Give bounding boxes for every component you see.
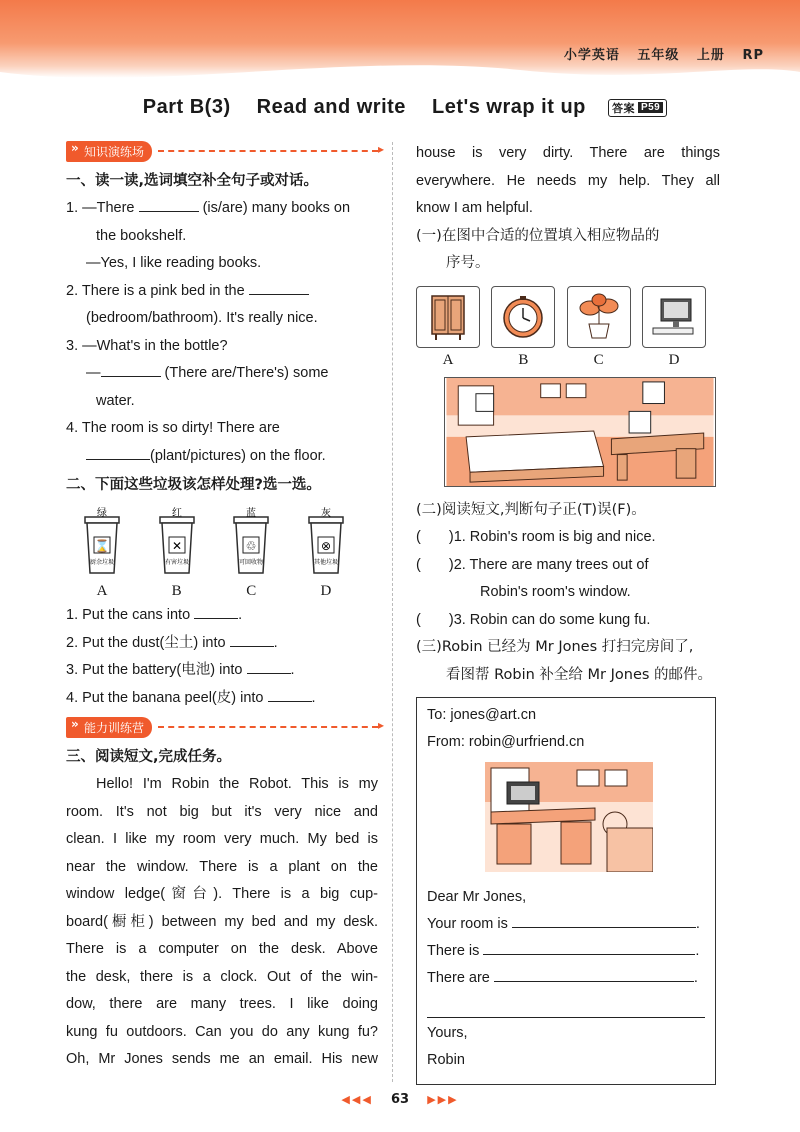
bin-letter: B — [171, 583, 182, 599]
bin-caption: 厨余垃圾 — [89, 559, 115, 566]
item-a-label: A — [442, 351, 454, 368]
footer-left-arrows: ◀◀◀ — [341, 1093, 373, 1106]
item-c-label: C — [593, 351, 604, 368]
q1-item-3-blank[interactable] — [101, 361, 161, 377]
bin-caption: 其他垃圾 — [313, 559, 338, 566]
bin-letter: D — [320, 583, 332, 599]
q1-item-3-line-2 — [66, 360, 378, 388]
q1-item-2-blank[interactable] — [249, 279, 309, 295]
svg-text:✕: ✕ — [171, 539, 182, 553]
email-line-2-text: There is — [427, 943, 480, 959]
right-column — [416, 140, 720, 1085]
task2-item-3 — [416, 607, 720, 635]
q2-item-3: 3. Put the battery(电池) into . — [66, 657, 378, 685]
bin-color-name: 红 — [171, 508, 182, 519]
svg-text:⌛: ⌛ — [94, 539, 110, 553]
task2-item-1-text: 1. Robin's room is big and nice. — [453, 529, 656, 545]
title-read: Read and write — [256, 96, 406, 118]
email-closing: Yours, — [427, 1025, 468, 1041]
q2-item-1-text: 1. Put the cans into — [66, 607, 191, 623]
q2-item-2: 2. Put the dust(尘土) into . — [66, 630, 378, 658]
q1-item-3-line-1: 3. —What's in the bottle? — [66, 337, 228, 354]
passage-line-3: clean. I like my room very much. My bed is — [66, 831, 378, 847]
task2-heading: (二)阅读短文,判断句子正(T)误(F)。 — [416, 501, 646, 518]
items-row — [416, 286, 706, 369]
email-line-1: Your room is . — [427, 911, 705, 938]
bin-caption: 可回收物 — [239, 559, 264, 566]
page-footer — [0, 1092, 800, 1107]
bin-color-name: 蓝 — [246, 508, 257, 519]
header-edition: RP — [742, 48, 764, 63]
bin-d — [298, 507, 354, 600]
q2-item-3-text: 3. Put the battery(电池) into — [66, 662, 243, 678]
section-banner-1-label: » 知识演练场 — [66, 141, 152, 162]
bedroom-illustration — [444, 377, 716, 487]
bin-color-name: 灰 — [320, 508, 331, 519]
passage-line-10: kung fu outdoors. Can you do any kung fu? — [66, 1023, 378, 1040]
section-banner-2 — [66, 716, 378, 738]
q1-item-4-blank[interactable] — [86, 444, 150, 460]
section-banner-1 — [66, 140, 378, 162]
q1-item-1-line-2: the bookshelf. — [96, 227, 187, 244]
q1-item-3-line-3: water. — [96, 392, 135, 409]
email-line-3: There are . — [427, 965, 705, 992]
bin-c — [223, 507, 279, 600]
item-b — [491, 286, 555, 369]
bin-a — [74, 507, 130, 600]
email-from: From: robin@urfriend.cn — [427, 734, 585, 750]
q1-item-1-line-3: —Yes, I like reading books. — [86, 255, 262, 271]
answer-tag — [608, 99, 667, 117]
email-to: To: jones@art.cn — [427, 707, 537, 723]
header-subject: 小学英语 — [563, 48, 620, 63]
item-a — [416, 286, 480, 369]
page-number: 63 — [390, 1092, 410, 1107]
bins-row — [74, 507, 354, 600]
title-part: Part B(3) — [142, 96, 231, 118]
q1-item-4-line-2 — [66, 443, 378, 471]
bin-caption: 有害垃圾 — [164, 559, 189, 566]
q1-item-2-line-1 — [66, 278, 378, 306]
task2-item-1 — [416, 524, 720, 552]
passage-line-11: Oh, Mr Jones sends me an email. His new — [66, 1051, 378, 1067]
q2-item-1-blank[interactable] — [194, 603, 238, 619]
section-banner-2-label: » 能力训练营 — [66, 717, 152, 738]
trash-bin-icon — [77, 507, 127, 577]
task3-line-1: (三)Robin 已经为 Mr Jones 打扫完房间了, — [416, 639, 694, 655]
computer-image — [642, 286, 706, 348]
item-c — [567, 286, 631, 369]
footer-right-arrows: ▶▶▶ — [427, 1093, 459, 1106]
q1-item-4-line-1: 4. The room is so dirty! There are — [66, 420, 280, 436]
email-line-2-blank[interactable] — [483, 939, 695, 955]
q3-heading: 三、阅读短文,完成任务。 — [66, 749, 232, 765]
passage-line-6: board(橱柜) between my bed and my desk. — [66, 913, 378, 930]
passage-line-13: everywhere. He needs my help. They all — [416, 172, 720, 189]
task2-item-2-text: 2. There are many trees out of — [453, 556, 649, 573]
passage-line-12: house is very dirty. There are things — [416, 145, 720, 161]
passage-line-7: There is a computer on the desk. Above — [66, 941, 378, 957]
q1-item-2-line-2: (bedroom/bathroom). It's really nice. — [86, 310, 318, 326]
q2-item-1: 1. Put the cans into . — [66, 602, 378, 630]
q1-item-1-blank[interactable] — [139, 196, 199, 212]
q1-heading: 一、读一读,选词填空补全句子或对话。 — [66, 173, 319, 189]
email-box — [416, 697, 716, 1085]
column-divider — [392, 142, 393, 1082]
q2-item-3-blank[interactable] — [247, 658, 291, 674]
item-d — [642, 286, 706, 369]
passage-line-5: window ledge(窗台). There is a big cup- — [66, 886, 378, 902]
email-greeting: Dear Mr Jones, — [427, 889, 527, 905]
title-wrap: Let's wrap it up — [432, 96, 586, 118]
email-line-3-text: There are — [427, 970, 490, 986]
q1-item-2-text-a: 2. There is a pink bed in the — [66, 282, 245, 299]
q1-item-1-text-b: (is/are) many books on — [202, 200, 351, 216]
passage-line-9: dow, there are many trees. I like doing — [66, 996, 378, 1012]
q1-item-4-text: (plant/pictures) on the floor. — [150, 447, 326, 464]
q2-heading: 二、下面这些垃圾该怎样处理?选一选。 — [66, 477, 321, 493]
cupboard-image — [416, 286, 480, 348]
task1-line-2: 序号。 — [446, 255, 490, 271]
task2-item-2-paren-open[interactable]: ( — [416, 556, 421, 573]
section-banner-1-line — [158, 150, 378, 152]
task2-item-2-paren-close: ) — [448, 556, 454, 573]
email-line-1-blank[interactable] — [512, 912, 696, 928]
svg-text:♲: ♲ — [245, 539, 257, 553]
task2-item-1-paren-close: ) — [448, 529, 454, 545]
task2-item-2-cont: Robin's room's window. — [480, 584, 631, 600]
email-line-1-text: Your room is — [427, 916, 508, 932]
task2-item-3-text: 3. Robin can do some kung fu. — [453, 611, 651, 628]
answer-page: P59 — [638, 102, 663, 113]
passage-line-14: know I am helpful. — [416, 200, 533, 216]
section-banner-2-line — [158, 726, 378, 728]
passage-line-8: the desk, there is a clock. Out of the win- — [66, 968, 378, 985]
email-line-3-blank[interactable] — [494, 966, 694, 982]
passage-line-2: room. It's not big but it's very nice and — [66, 803, 378, 820]
header-meta — [552, 44, 764, 63]
header-grade: 五年级 — [637, 48, 680, 63]
q1-item-1-text-a: 1. —There — [66, 200, 135, 216]
svg-text:⊗: ⊗ — [320, 539, 331, 553]
q2-item-4: 4. Put the banana peel(皮) into . — [66, 685, 378, 713]
q1-item-1-line-1 — [66, 195, 378, 223]
page-title — [0, 96, 800, 119]
email-extra-line[interactable] — [427, 996, 705, 1018]
q1-item-3-text: (There are/There's) some — [164, 365, 329, 381]
task2-item-1-paren-open[interactable]: ( — [416, 529, 421, 545]
passage-line-4: near the window. There is a plant on the — [66, 858, 378, 875]
task3-line-2: 看图帮 Robin 补全给 Mr Jones 的邮件。 — [446, 666, 713, 683]
item-d-label: D — [668, 351, 680, 368]
q1-item-3-dash: — — [86, 365, 101, 381]
trash-bin-icon — [152, 507, 202, 577]
bin-color-name: 绿 — [97, 508, 107, 519]
trash-bin-icon — [226, 507, 276, 577]
clock-image — [491, 286, 555, 348]
q2-item-2-text: 2. Put the dust(尘土) into — [66, 634, 226, 651]
q2-item-4-text: 4. Put the banana peel(皮) into — [66, 689, 264, 706]
bin-letter: A — [96, 583, 108, 599]
clean-room-illustration — [485, 762, 653, 872]
trash-bin-icon — [301, 507, 351, 577]
task2-item-3-paren-open[interactable]: ( — [416, 611, 421, 628]
q2-item-4-blank[interactable] — [268, 686, 312, 702]
bin-letter: C — [246, 583, 257, 599]
answer-label: 答案 — [611, 102, 635, 115]
task2-item-2 — [416, 552, 720, 580]
task1-line-1: (一)在图中合适的位置填入相应物品的 — [416, 227, 660, 244]
plant-image — [567, 286, 631, 348]
email-sign: Robin — [427, 1052, 465, 1068]
left-column — [66, 140, 378, 1074]
item-b-label: B — [518, 351, 529, 368]
passage-line-1: Hello! I'm Robin the Robot. This is my — [96, 776, 378, 792]
q2-item-2-blank[interactable] — [230, 631, 274, 647]
task2-item-3-paren-close: ) — [448, 611, 454, 628]
header-volume: 上册 — [696, 48, 725, 63]
email-line-2: There is . — [427, 938, 705, 965]
bin-b — [149, 507, 205, 600]
